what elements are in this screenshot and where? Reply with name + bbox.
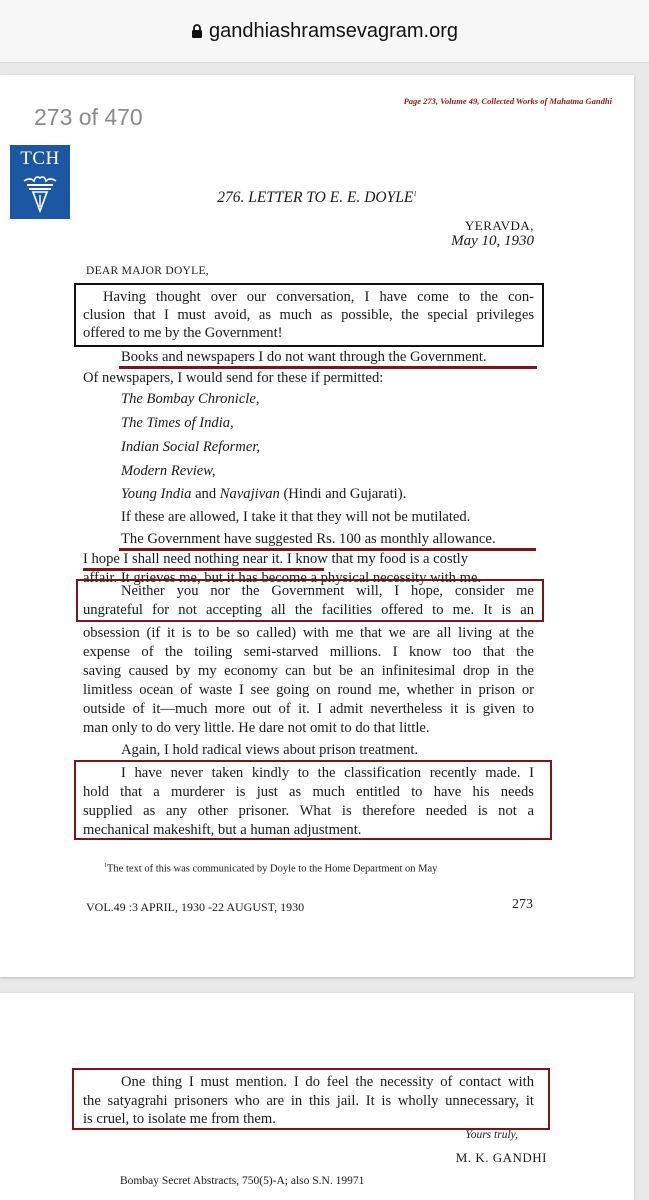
footnote: $^1$The text of this was communicated by Doyle to the Home Department on May bbox=[104, 863, 438, 875]
para1-line: offered to me by the Government! bbox=[83, 325, 283, 341]
mention-line: is cruel, to isolate me from them. bbox=[83, 1111, 276, 1127]
classification-line: I have never taken kindly to the classification recently made. I bbox=[121, 765, 534, 781]
lock-icon bbox=[191, 22, 203, 45]
tch-logo: TCH bbox=[10, 145, 70, 219]
books-line: Books and newspapers I do not want through the Government. bbox=[121, 349, 487, 365]
document-page-274 bbox=[0, 993, 634, 1200]
obsession-line: limitless ocean of waste I see going on round me, whether in prison or bbox=[83, 682, 534, 698]
obsession-line: saving caused by my economy can but be an infinitesimal drop in the bbox=[83, 663, 534, 679]
letter-title: 276. LETTER TO E. E. DOYLE$^1$ bbox=[217, 189, 417, 206]
radical-line: Again, I hold radical views about prison treatment. bbox=[121, 742, 419, 758]
newspaper-item: Modern Review, bbox=[121, 463, 216, 479]
obsession-line: obsession (if it is to be so called) with me that we are all living at the bbox=[83, 625, 534, 641]
obsession-line: Neither you nor the Government will, I hope, consider me bbox=[121, 583, 534, 599]
newspaper-item: The Bombay Chronicle, bbox=[121, 391, 260, 407]
allowed-line: If these are allowed, I take it that they will not be mutilated. bbox=[121, 509, 471, 525]
mention-line: the satyagrahi prisoners who are in this jail. It is wholly unnecessary, it bbox=[83, 1093, 534, 1109]
closing: Yours truly, bbox=[465, 1129, 518, 1141]
salutation: DEAR MAJOR DOYLE, bbox=[86, 265, 209, 277]
obsession-line: man only to do very little. He dare not omit to do that little. bbox=[83, 720, 430, 736]
page-number: 273 bbox=[512, 897, 533, 912]
obsession-line: expense of the toiling semi-starved millions. I know too that the bbox=[83, 644, 534, 660]
footer-volume: VOL.49 :3 APRIL, 1930 -22 AUGUST, 1930 bbox=[86, 900, 305, 914]
letter-date: May 10, 1930 bbox=[451, 233, 534, 249]
source-reference: Bombay Secret Abstracts, 750(5)-A; also S.N. 19971 bbox=[120, 1175, 365, 1187]
classification-line: hold that a murderer is just as much entitled to have his needs bbox=[83, 784, 534, 800]
document-page-273 bbox=[0, 75, 634, 977]
obsession-line: outside of it—much more out of it. I admit nevertheless it is given to bbox=[83, 701, 534, 717]
url-text[interactable]: gandhiashramsevagram.org bbox=[208, 20, 459, 42]
para1-line: Having thought over our conversation, I have come to the con- bbox=[103, 289, 534, 305]
newspaper-item: Indian Social Reformer, bbox=[121, 439, 261, 455]
mention-line: One thing I must mention. I do feel the necessity of contact with bbox=[121, 1074, 534, 1090]
allowance-line: The Government have suggested Rs. 100 as monthly allowance. bbox=[121, 531, 496, 547]
letter-place: YERAVDA, bbox=[464, 218, 534, 233]
newspaper-item-last: Young India and Navajivan (Hindi and Gujarati). bbox=[121, 486, 407, 502]
classification-line: supplied as any other prisoner. What is therefore needed is not a bbox=[83, 803, 534, 819]
signature: M. K. GANDHI bbox=[455, 1150, 547, 1165]
source-note: Page 273, Volume 49, Collected Works of Mahatma Gandhi bbox=[403, 96, 612, 106]
page-counter: 273 of 470 bbox=[34, 104, 143, 130]
para1-line: clusion that I must avoid, as much as possible, the special privileges bbox=[83, 307, 534, 323]
allowance-line: affair. It grieves me, but it has become a physical necessity with me. bbox=[83, 570, 482, 586]
newspapers-intro: Of newspapers, I would send for these if permitted: bbox=[83, 370, 384, 386]
newspaper-item: The Times of India, bbox=[121, 415, 234, 431]
classification-line: mechanical makeshift, but a human adjustment. bbox=[83, 822, 362, 838]
obsession-line: ungrateful for not accepting all the facilities offered to me. It is an bbox=[83, 602, 534, 618]
browser-address-bar[interactable] bbox=[0, 0, 649, 63]
allowance-line-2: I hope I shall need nothing near it. I know that my food is a costly bbox=[83, 551, 469, 567]
